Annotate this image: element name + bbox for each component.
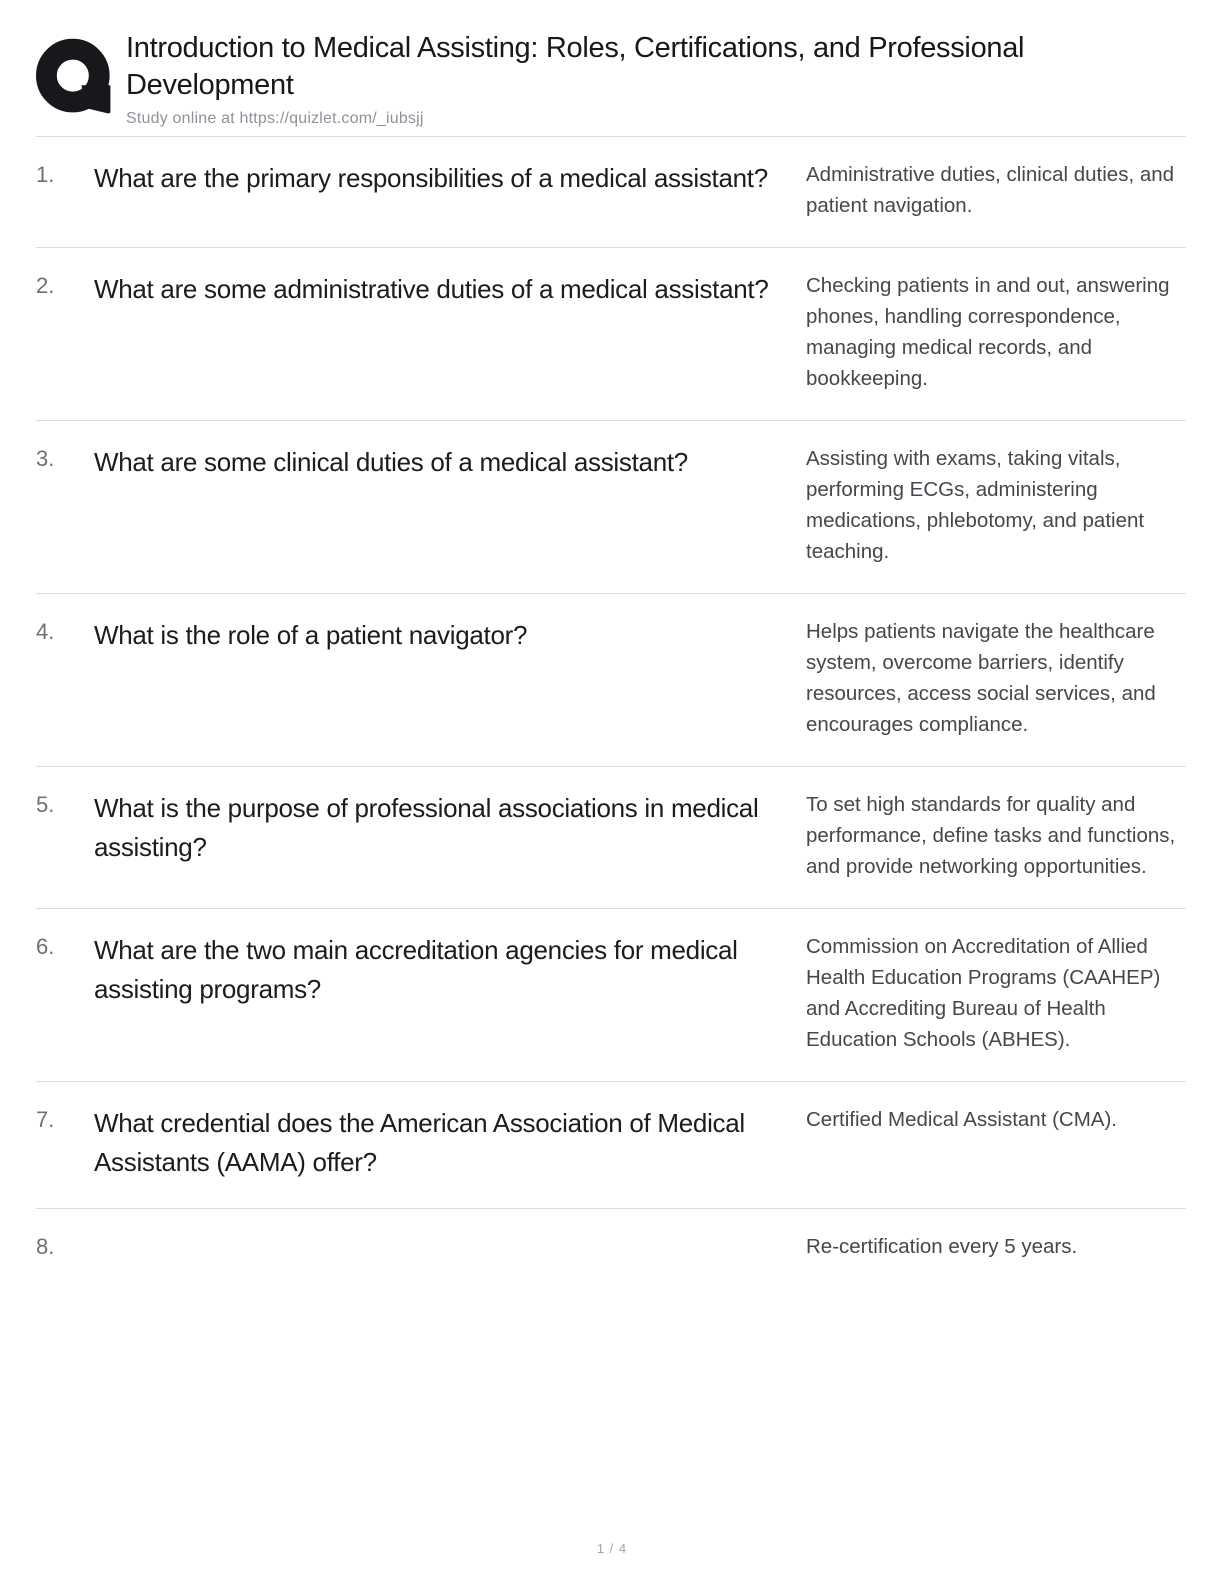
card-row bbox=[36, 420, 1186, 593]
card-number: 1. bbox=[36, 162, 55, 187]
card-list bbox=[36, 137, 1186, 1288]
card-number: 3. bbox=[36, 446, 55, 471]
page-footer bbox=[0, 1540, 1224, 1558]
card-row bbox=[36, 1208, 1186, 1288]
card-number: 8. bbox=[36, 1234, 55, 1259]
header bbox=[36, 30, 1186, 137]
page-number: 1 / 4 bbox=[596, 1541, 628, 1556]
page-title: Introduction to Medical Assisting: Roles, Certifications, and Professional Development bbox=[126, 32, 1025, 101]
card-row bbox=[36, 1081, 1186, 1208]
card-question bbox=[94, 1231, 806, 1262]
card-answer: Administrative duties, clinical duties, and patient navigation. bbox=[806, 163, 1175, 217]
quizlet-logo-icon bbox=[36, 34, 116, 122]
card-row bbox=[36, 137, 1186, 247]
card-answer: Assisting with exams, taking vitals, performing ECGs, administering medications, phlebotomy, and patient teaching. bbox=[806, 447, 1145, 563]
card-question: What are the primary responsibilities of a medical assistant? bbox=[94, 163, 768, 193]
card-answer: Checking patients in and out, answering phones, handling correspondence, managing medical records, and bookkeeping. bbox=[806, 274, 1170, 390]
card-number: 4. bbox=[36, 619, 55, 644]
card-number: 2. bbox=[36, 273, 55, 298]
card-question: What is the role of a patient navigator? bbox=[94, 620, 528, 650]
card-answer: Helps patients navigate the healthcare system, overcome barriers, identify resources, access social services, and encourages compliance. bbox=[806, 620, 1156, 736]
card-number: 7. bbox=[36, 1107, 55, 1132]
card-answer: Certified Medical Assistant (CMA). bbox=[806, 1108, 1118, 1131]
card-question: What credential does the American Association of Medical Assistants (AAMA) offer? bbox=[94, 1108, 745, 1177]
card-question: What are some administrative duties of a medical assistant? bbox=[94, 274, 769, 304]
card-question: What is the purpose of professional associations in medical assisting? bbox=[94, 793, 759, 862]
card-answer: Re-certification every 5 years. bbox=[806, 1235, 1078, 1258]
card-row bbox=[36, 247, 1186, 420]
card-answer: To set high standards for quality and performance, define tasks and functions, and provide networking opportunities. bbox=[806, 793, 1176, 878]
header-text bbox=[126, 30, 1186, 128]
study-online-url: Study online at https://quizlet.com/_iubsjj bbox=[126, 110, 424, 127]
card-row bbox=[36, 766, 1186, 908]
card-row bbox=[36, 908, 1186, 1081]
card-question: What are some clinical duties of a medical assistant? bbox=[94, 447, 688, 477]
card-number: 5. bbox=[36, 792, 55, 817]
card-answer: Commission on Accreditation of Allied Health Education Programs (CAAHEP) and Accrediting Bureau of Health Education Schools (ABHES). bbox=[806, 935, 1161, 1051]
card-number: 6. bbox=[36, 934, 55, 959]
card-row bbox=[36, 593, 1186, 766]
card-question: What are the two main accreditation agencies for medical assisting programs? bbox=[94, 935, 738, 1004]
